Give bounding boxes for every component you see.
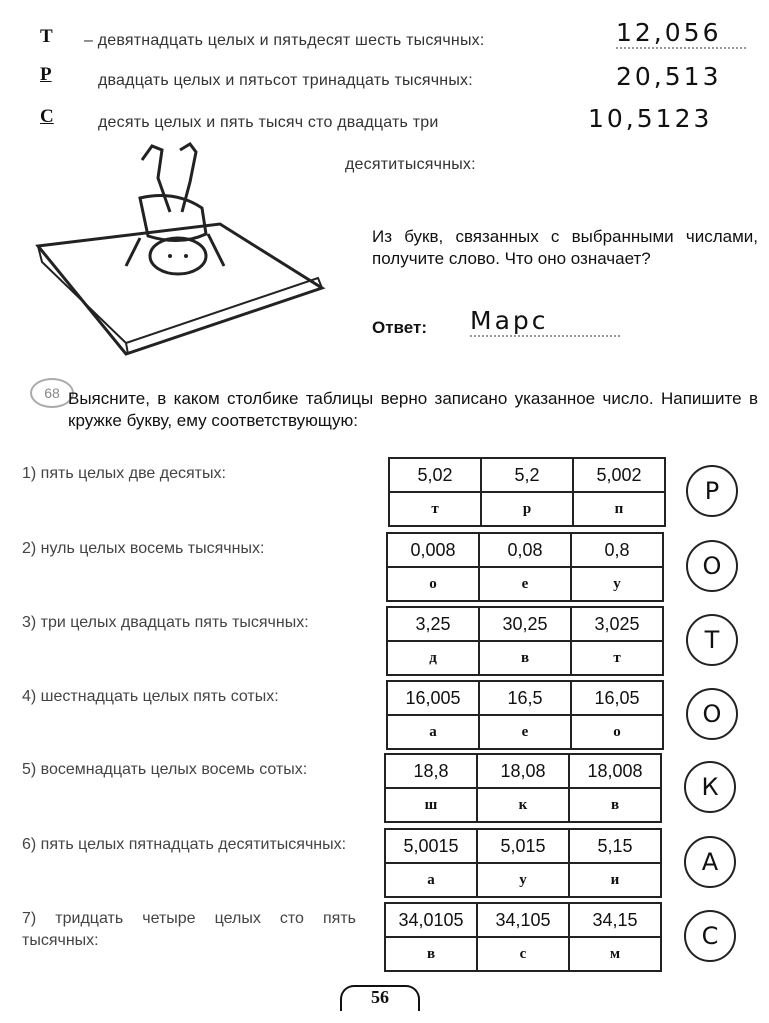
choice-table-2 — [386, 532, 664, 602]
choice-letter: а — [387, 715, 479, 749]
choice-value: 3,025 — [571, 607, 663, 641]
choice-letter: с — [477, 937, 569, 971]
row-label-4: 4) шестнадцать целых пять сотых: — [22, 688, 279, 705]
line-text-3: десять целых и пять тысяч сто двадцать три — [98, 114, 439, 131]
choice-value: 5,02 — [389, 458, 481, 492]
choice-value: 5,15 — [569, 829, 661, 863]
answer-circle-6: А — [684, 836, 736, 888]
choice-letter: у — [571, 567, 663, 601]
answer-circle-2: О — [686, 540, 738, 592]
choice-table-1 — [388, 457, 666, 527]
row-label-5: 5) восемнадцать целых восемь сотых: — [22, 761, 308, 778]
choice-letter: к — [477, 788, 569, 822]
answer-circle-4: О — [686, 688, 738, 740]
answer-circle-5: К — [684, 761, 736, 813]
choice-letter: м — [569, 937, 661, 971]
choice-value: 0,8 — [571, 533, 663, 567]
task-text: Из букв, связанных с выбранными числами, получите слово. Что оно означает? — [372, 227, 758, 268]
line-text-1: – девятнадцать целых и пятьдесят шесть тысячных: — [84, 32, 485, 49]
exercise-instruction: Выясните, в каком столбике таблицы верно записано указанное число. Напишите в кружке букву, ему соответствующую: — [68, 389, 758, 430]
choice-value: 34,0105 — [385, 903, 477, 937]
line-text-2: двадцать целых и пятьсот тринадцать тысячных: — [98, 72, 473, 89]
choice-letter: в — [479, 641, 571, 675]
choice-letter: е — [479, 567, 571, 601]
answer-circle-3: Т — [686, 614, 738, 666]
choice-value: 16,005 — [387, 681, 479, 715]
choice-table-7 — [384, 902, 662, 972]
choice-value: 18,008 — [569, 754, 661, 788]
choice-value: 3,25 — [387, 607, 479, 641]
choice-value: 16,05 — [571, 681, 663, 715]
choice-value: 5,0015 — [385, 829, 477, 863]
answer-label: Ответ: — [372, 318, 427, 337]
row-label-7: 7) тридцать четыре целых сто пять тысячных: — [22, 910, 356, 949]
choice-value: 18,8 — [385, 754, 477, 788]
letter-r: Р — [40, 64, 52, 85]
choice-letter: р — [481, 492, 573, 526]
choice-letter: п — [573, 492, 665, 526]
answer-circle-7: С — [684, 910, 736, 962]
choice-value: 18,08 — [477, 754, 569, 788]
row-label-1: 1) пять целых две десятых: — [22, 465, 226, 482]
choice-value: 34,15 — [569, 903, 661, 937]
choice-value: 34,105 — [477, 903, 569, 937]
headstand-illustration — [30, 138, 330, 358]
line-text-3-continued: десятитысячных: — [345, 156, 476, 173]
choice-letter: а — [385, 863, 477, 897]
handwritten-answer-2: 20,513 — [616, 62, 722, 91]
choice-letter: в — [385, 937, 477, 971]
choice-table-3 — [386, 606, 664, 676]
choice-letter: о — [387, 567, 479, 601]
choice-table-4 — [386, 680, 664, 750]
handwritten-final-answer: Марс — [470, 306, 620, 337]
answer-circle-1: Р — [686, 465, 738, 517]
choice-letter: в — [569, 788, 661, 822]
row-label-2: 2) нуль целых восемь тысячных: — [22, 540, 265, 557]
row-label-6: 6) пять целых пятнадцать десятитысячных: — [22, 836, 347, 853]
letter-t: Т — [40, 26, 53, 47]
choice-value: 5,2 — [481, 458, 573, 492]
choice-letter: и — [569, 863, 661, 897]
choice-letter: д — [387, 641, 479, 675]
letter-s: С — [40, 106, 54, 127]
choice-letter: у — [477, 863, 569, 897]
choice-value: 5,002 — [573, 458, 665, 492]
choice-value: 5,015 — [477, 829, 569, 863]
choice-table-5 — [384, 753, 662, 823]
choice-letter: т — [389, 492, 481, 526]
choice-table-6 — [384, 828, 662, 898]
choice-letter: т — [571, 641, 663, 675]
choice-letter: ш — [385, 788, 477, 822]
handwritten-answer-1: 12,056 — [616, 18, 746, 49]
row-label-3: 3) три целых двадцать пять тысячных: — [22, 614, 309, 631]
handwritten-answer-3: 10,5123 — [588, 104, 713, 133]
choice-value: 0,008 — [387, 533, 479, 567]
choice-letter: о — [571, 715, 663, 749]
choice-value: 30,25 — [479, 607, 571, 641]
exercise-number-badge: 68 — [30, 378, 74, 408]
choice-letter: е — [479, 715, 571, 749]
choice-value: 16,5 — [479, 681, 571, 715]
page-number: 56 — [340, 985, 420, 1011]
choice-value: 0,08 — [479, 533, 571, 567]
